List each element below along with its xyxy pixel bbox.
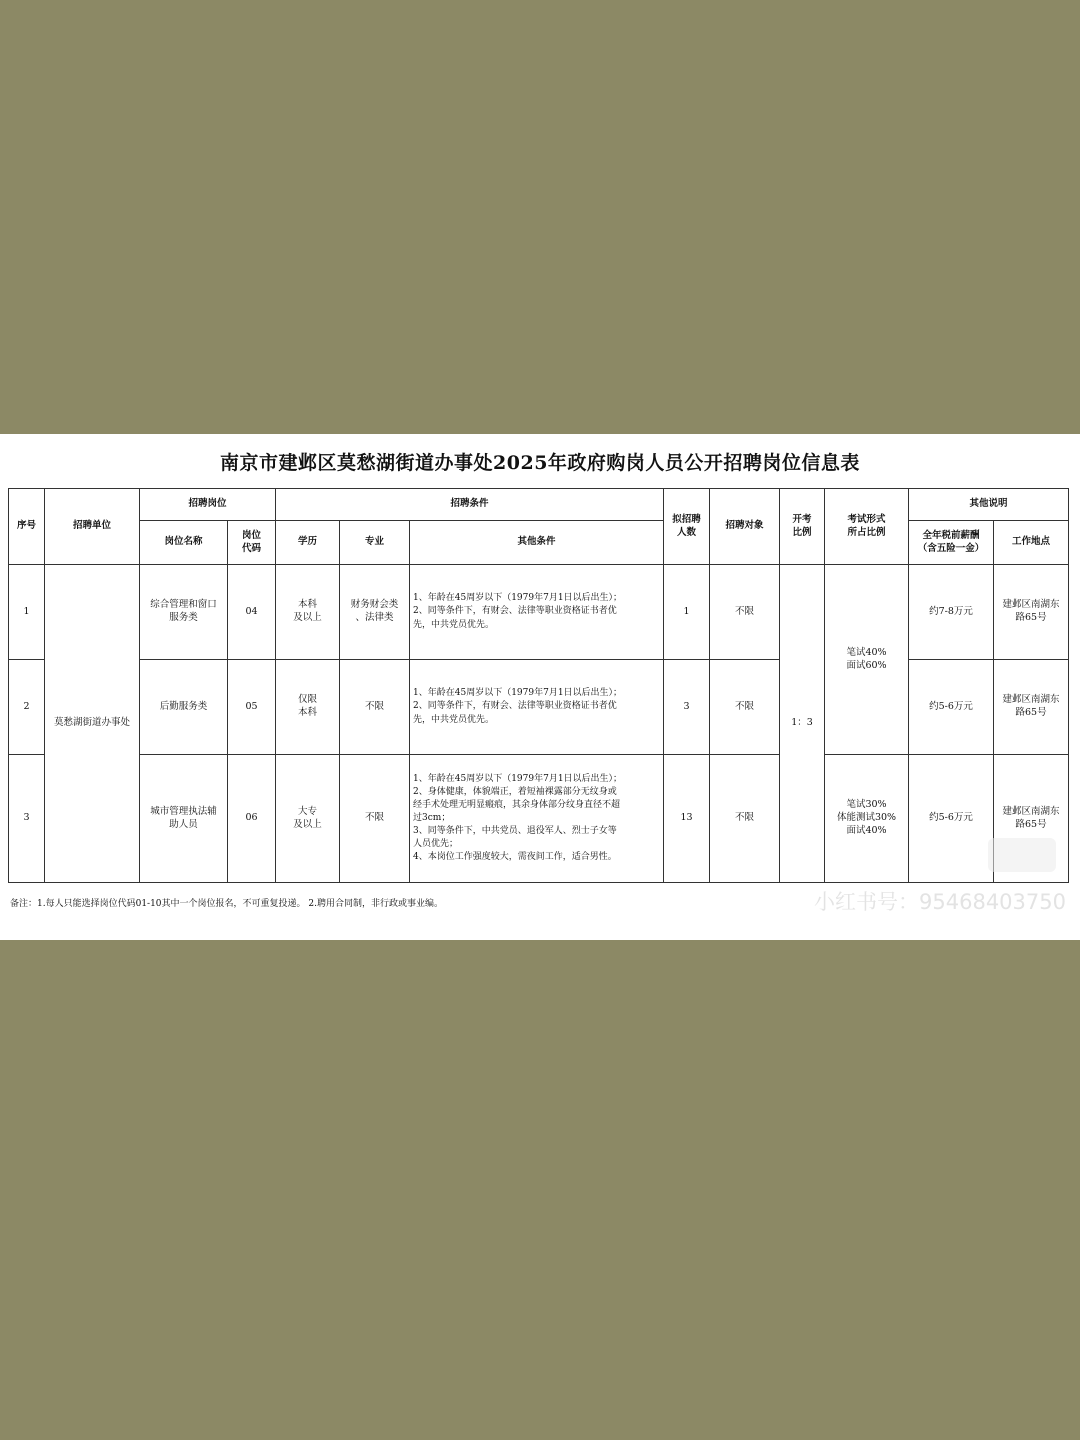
header-post-group: 招聘岗位	[140, 489, 276, 521]
row-count: 1	[664, 565, 710, 660]
exam-ratio: 1：3	[780, 565, 825, 883]
table-row	[9, 660, 1069, 755]
row-other-conditions: 1、年龄在45周岁以下（1979年7月1日以后出生）； 2、同等条件下，有财会、法律等职业资格证书者优 先，中共党员优先。	[410, 565, 664, 660]
watermark: 小红书号：95468403750	[814, 890, 1066, 914]
row-location: 建邺区南湖东 路65号	[994, 755, 1069, 883]
row-seq: 3	[9, 755, 45, 883]
row-salary: 约5-6万元	[909, 755, 994, 883]
document-sheet	[0, 434, 1080, 940]
row-education: 本科 及以上	[276, 565, 340, 660]
exam-format-a: 笔试40% 面试60%	[825, 565, 909, 755]
scan-smudge	[988, 838, 1056, 872]
row-salary: 约7-8万元	[909, 565, 994, 660]
table-row	[9, 565, 1069, 660]
header-conditions-group: 招聘条件	[276, 489, 664, 521]
row-major: 财务财会类 、法律类	[340, 565, 410, 660]
header-post-name: 岗位名称	[140, 521, 228, 565]
header-location: 工作地点	[994, 521, 1069, 565]
header-count: 拟招聘 人数	[664, 489, 710, 565]
header-ratio: 开考 比例	[780, 489, 825, 565]
header-salary: 全年税前薪酬 （含五险一金）	[909, 521, 994, 565]
row-salary: 约5-6万元	[909, 660, 994, 755]
row-other-conditions: 1、年龄在45周岁以下（1979年7月1日以后出生）； 2、身体健康，体貌端正，着短袖裸露部分无纹身或 经手术处理无明显瘢痕，其余身体部分纹身直径不超 过3cm； 3、同等条件下，中共党员、退役军人、烈士子女等 人员优先； 4、本岗位工作强度较大，需夜间工作，适合男性。	[410, 755, 664, 883]
row-count: 13	[664, 755, 710, 883]
row-education: 仅限 本科	[276, 660, 340, 755]
header-notes-group: 其他说明	[909, 489, 1069, 521]
row-seq: 1	[9, 565, 45, 660]
header-seq: 序号	[9, 489, 45, 565]
row-location: 建邺区南湖东 路65号	[994, 660, 1069, 755]
header-unit: 招聘单位	[45, 489, 140, 565]
header-exam: 考试形式 所占比例	[825, 489, 909, 565]
row-post-name: 城市管理执法辅 助人员	[140, 755, 228, 883]
header-other-conditions: 其他条件	[410, 521, 664, 565]
row-target: 不限	[710, 565, 780, 660]
row-post-name: 后勤服务类	[140, 660, 228, 755]
document-title: 南京市建邺区莫愁湖街道办事处2025年政府购岗人员公开招聘岗位信息表	[220, 452, 860, 474]
row-education: 大专 及以上	[276, 755, 340, 883]
row-post-code: 05	[228, 660, 276, 755]
row-seq: 2	[9, 660, 45, 755]
header-post-code: 岗位 代码	[228, 521, 276, 565]
row-count: 3	[664, 660, 710, 755]
header-education: 学历	[276, 521, 340, 565]
exam-format-b: 笔试30% 体能测试30% 面试40%	[825, 755, 909, 883]
row-major: 不限	[340, 755, 410, 883]
row-post-code: 04	[228, 565, 276, 660]
recruitment-table	[8, 488, 1069, 883]
row-location: 建邺区南湖东 路65号	[994, 565, 1069, 660]
row-other-conditions: 1、年龄在45周岁以下（1979年7月1日以后出生）； 2、同等条件下，有财会、法律等职业资格证书者优 先，中共党员优先。	[410, 660, 664, 755]
footnote: 备注：1.每人只能选择岗位代码01-10其中一个岗位报名，不可重复投递。 2.聘用合同制，非行政或事业编。	[10, 899, 443, 909]
unit-name: 莫愁湖街道办事处	[45, 565, 140, 883]
row-post-name: 综合管理和窗口 服务类	[140, 565, 228, 660]
row-target: 不限	[710, 755, 780, 883]
row-major: 不限	[340, 660, 410, 755]
header-target: 招聘对象	[710, 489, 780, 565]
row-target: 不限	[710, 660, 780, 755]
table-row	[9, 755, 1069, 883]
row-post-code: 06	[228, 755, 276, 883]
header-major: 专业	[340, 521, 410, 565]
